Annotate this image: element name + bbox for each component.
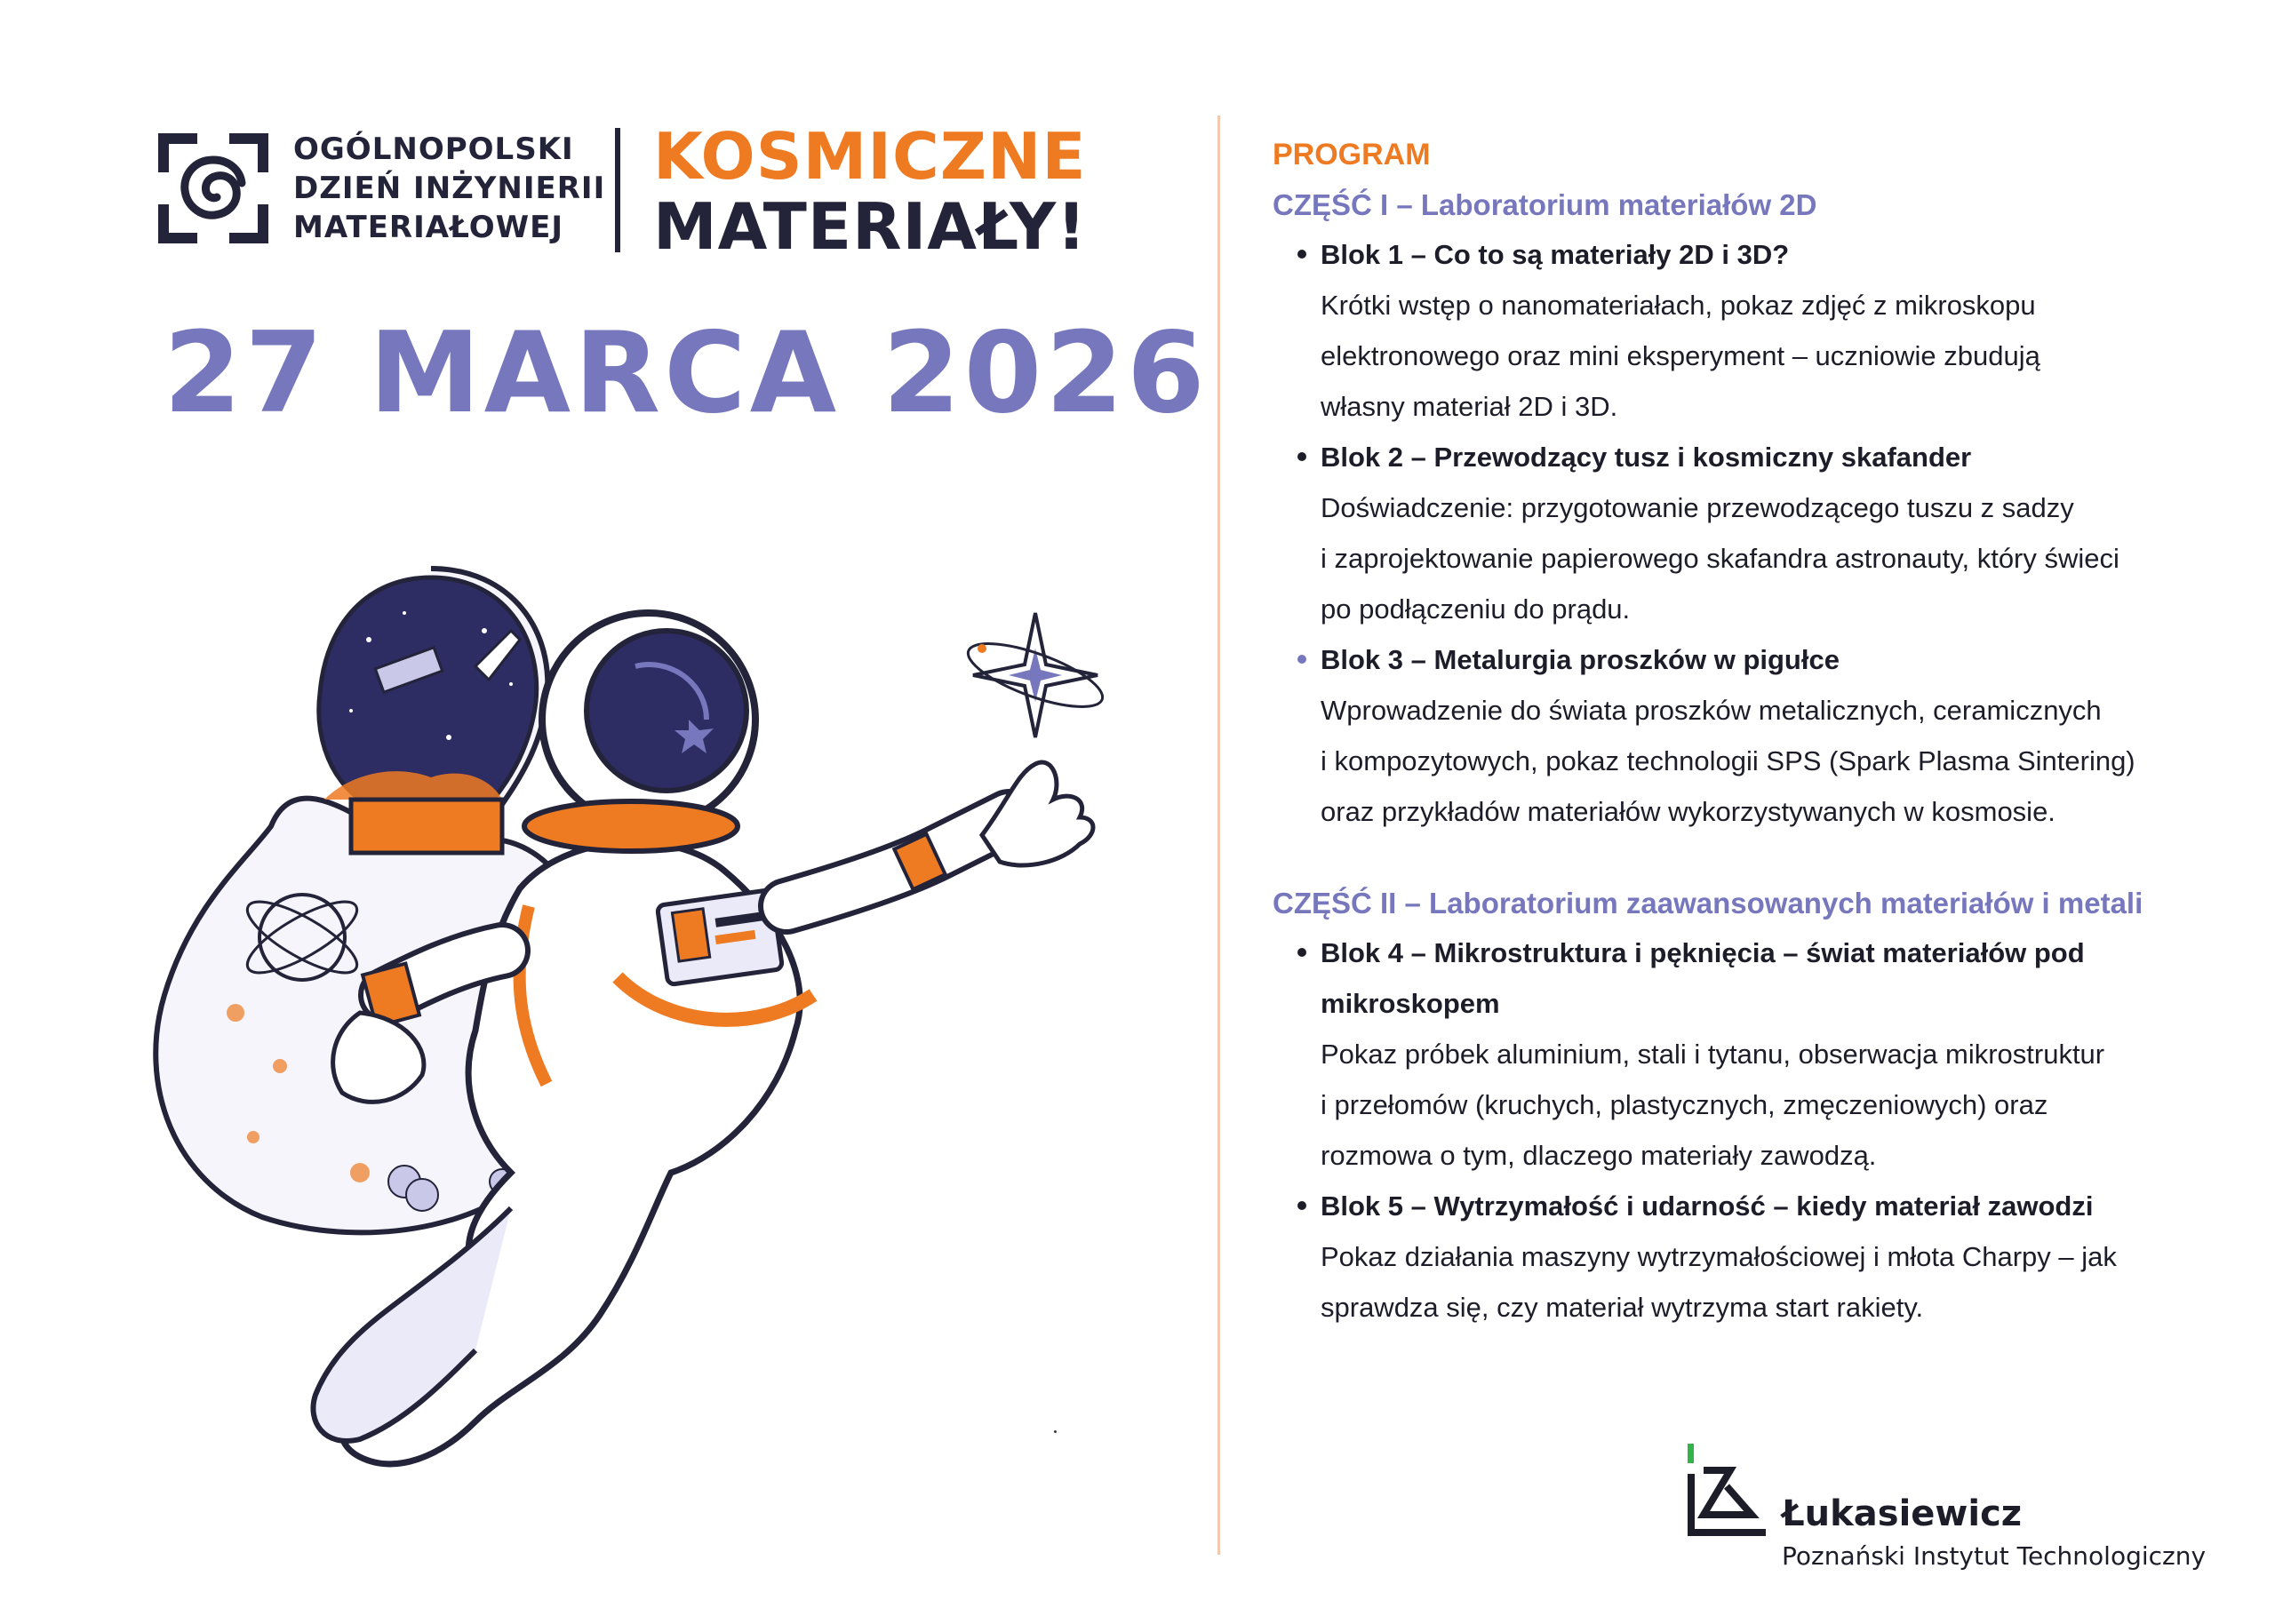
event-logo-block — [158, 119, 1118, 264]
organizer-name — [293, 130, 631, 247]
block-list — [1273, 229, 2232, 837]
block-description-line: Wprowadzenie do świata proszków metalicznych, ceramicznych — [1321, 695, 2102, 726]
block-title-line: mikroskopem — [1321, 988, 1500, 1019]
bullet-icon — [1297, 452, 1306, 461]
bullet-icon — [1297, 655, 1306, 664]
column-divider — [1217, 115, 1220, 1555]
block-description-line: sprawdza się, czy materiał wytrzyma start rakiety. — [1321, 1292, 1924, 1323]
block-description-line: po podłączeniu do prądu. — [1321, 593, 1631, 625]
spiral-square-logo-icon — [158, 133, 268, 243]
block-description-line: i przełomów (kruchych, plastycznych, zmęczeniowych) oraz — [1321, 1089, 2048, 1120]
event-date: 27 MARCA 2026 — [164, 307, 1209, 438]
organizer-name-line: DZIEŃ INŻYNIERII — [293, 171, 606, 206]
bullet-icon — [1297, 250, 1306, 259]
headline-line-2: MATERIAŁY! — [653, 189, 1088, 264]
block-description-line: Krótki wstęp o nanomateriałach, pokaz zdjęć z mikroskopu — [1321, 290, 2036, 321]
sponsor-subtitle: Poznański Instytut Technologiczny — [1782, 1541, 2207, 1571]
part-title: CZĘŚĆ I – Laboratorium materiałów 2D — [1273, 188, 1817, 221]
program-block — [1321, 927, 2232, 1181]
block-description-line: rozmowa o tym, dlaczego materiały zawodzą. — [1321, 1140, 1877, 1171]
block-description-line: oraz przykładów materiałów wykorzystywanych w kosmosie. — [1321, 796, 2055, 827]
block-description-line: Pokaz próbek aluminium, stali i tytanu, obserwacja mikrostruktur — [1321, 1039, 2105, 1070]
block-description-line: własny materiał 2D i 3D. — [1321, 391, 1618, 422]
headline-line-1: KOSMICZNE — [653, 119, 1087, 194]
block-title: Blok 3 – Metalurgia proszków w pigułce — [1321, 644, 1840, 675]
program-heading: PROGRAM — [1273, 138, 1431, 171]
astronaut-lightbulb-illustration — [138, 533, 1124, 1519]
decorative-dot — [1054, 1430, 1057, 1433]
organizer-name-line: MATERIAŁOWEJ — [293, 210, 563, 245]
program-block — [1321, 432, 2232, 634]
block-description-line: i kompozytowych, pokaz technologii SPS (Spark Plasma Sintering) — [1321, 745, 2135, 776]
organizer-name-line: OGÓLNOPOLSKI — [293, 131, 574, 167]
program-block — [1321, 634, 2232, 837]
lukasiewicz-logo-icon — [1684, 1444, 1771, 1541]
program-section — [1273, 131, 2232, 1333]
logo-divider — [615, 128, 620, 252]
block-title-line: Blok 4 – Mikrostruktura i pęknięcia – świat materiałów pod — [1321, 937, 2085, 968]
event-headline — [653, 119, 1088, 264]
program-block — [1321, 1181, 2232, 1333]
block-description-line: Pokaz działania maszyny wytrzymałościowej i młota Charpy – jak — [1321, 1241, 2117, 1272]
block-description-line: Doświadczenie: przygotowanie przewodzącego tuszu z sadzy — [1321, 492, 2074, 523]
block-title: Blok 1 – Co to są materiały 2D i 3D? — [1321, 239, 1790, 270]
block-title: Blok 5 – Wytrzymałość i udarność – kiedy materiał zawodzi — [1321, 1190, 2094, 1222]
block-description-line: elektronowego oraz mini eksperyment – uczniowie zbudują — [1321, 340, 2040, 371]
part-title: CZĘŚĆ II – Laboratorium zaawansowanych materiałów i metali — [1273, 887, 2143, 919]
bullet-icon — [1297, 948, 1306, 957]
bullet-icon — [1297, 1201, 1306, 1210]
sponsor-name: Łukasiewicz — [1782, 1493, 2023, 1534]
block-list — [1273, 927, 2232, 1333]
sponsor-logo — [1684, 1444, 2217, 1577]
program-block — [1321, 229, 2232, 432]
block-description-line: i zaprojektowanie papierowego skafandra astronauty, który świeci — [1321, 543, 2119, 574]
block-title: Blok 2 – Przewodzący tusz i kosmiczny skafander — [1321, 442, 1972, 473]
